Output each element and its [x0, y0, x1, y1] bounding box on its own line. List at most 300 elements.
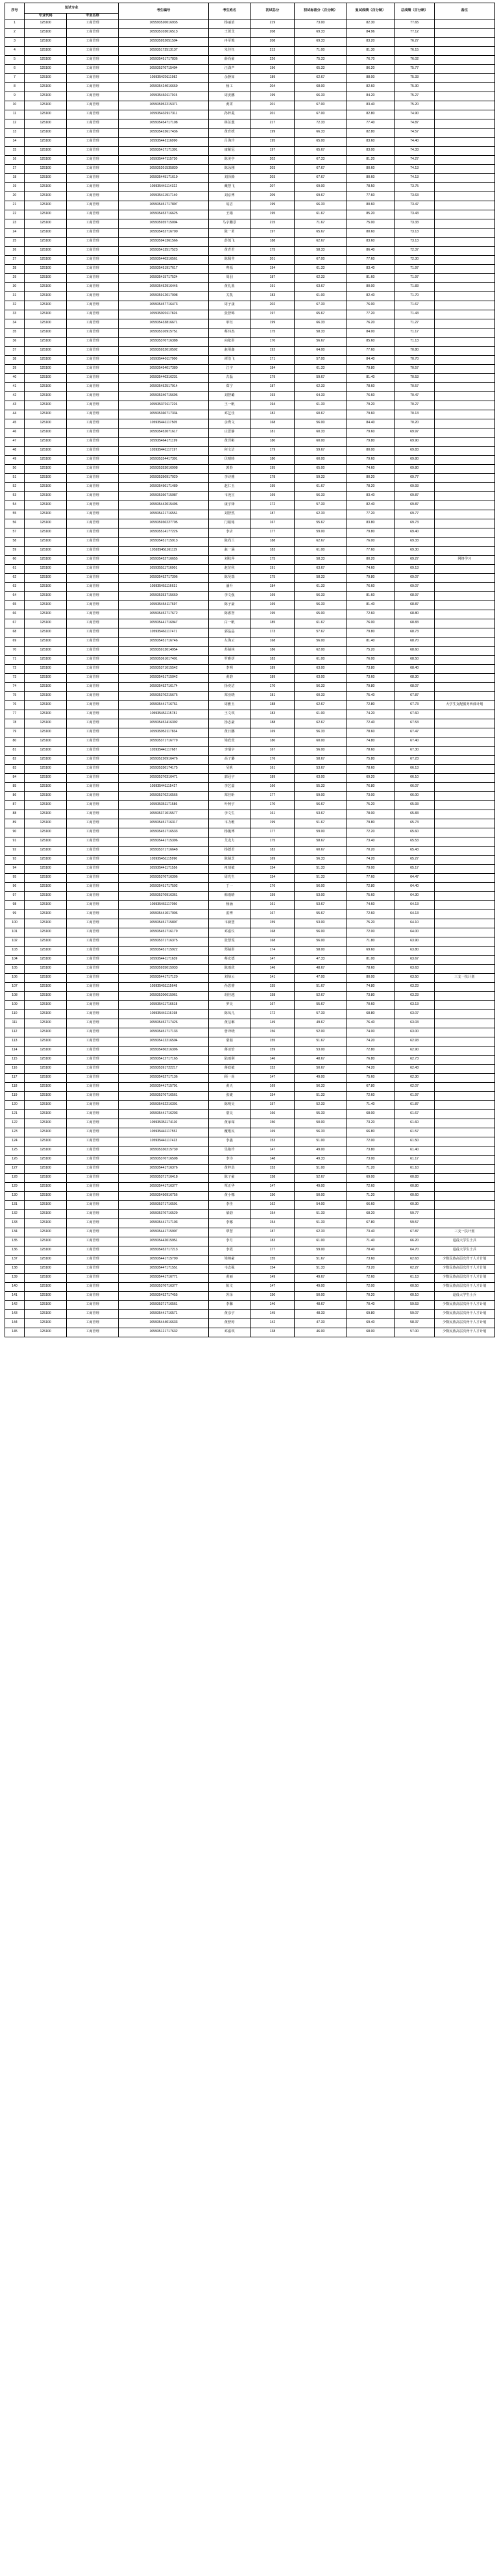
cell-candidate-name: 陈子豪: [208, 1173, 250, 1182]
cell-initial-total: 186: [250, 646, 295, 655]
cell-exam-number: 105935330215739: [119, 1146, 209, 1155]
cell-final-score: 70.47: [395, 391, 435, 401]
cell-retest-score: 78.60: [347, 382, 395, 391]
cell-major-name: 工商管理: [67, 1209, 119, 1219]
cell-remark: [434, 64, 494, 73]
cell-remark: [434, 910, 494, 919]
cell-initial-standard: 65.00: [295, 610, 347, 619]
cell-major-code: 125100: [25, 1155, 67, 1164]
cell-retest-score: 66.80: [347, 1128, 395, 1137]
cell-major-code: 125100: [25, 491, 67, 501]
cell-candidate-name: 汪潇声: [208, 64, 250, 73]
cell-remark: [434, 828, 494, 837]
table-row: [5, 646, 494, 655]
cell-exam-number: 105935452716700: [119, 228, 209, 237]
cell-remark: 网络学习: [434, 555, 494, 564]
cell-remark: [434, 1091, 494, 1100]
cell-exam-number: 105935350917020: [119, 473, 209, 482]
cell-seq: 93: [5, 855, 25, 864]
cell-seq: 101: [5, 928, 25, 937]
table-row: [5, 791, 494, 800]
cell-remark: [434, 310, 494, 319]
cell-candidate-name: 韦新慧: [208, 919, 250, 928]
table-row: [5, 555, 494, 564]
cell-major-name: 工商管理: [67, 855, 119, 864]
cell-final-score: 71.17: [395, 328, 435, 337]
cell-exam-number: 105935451717502: [119, 882, 209, 891]
cell-major-name: 工商管理: [67, 791, 119, 800]
table-row: [5, 1309, 494, 1319]
cell-major-name: 工商管理: [67, 301, 119, 310]
cell-exam-number: 105935441117687: [119, 746, 209, 755]
cell-initial-total: 154: [250, 1209, 295, 1219]
cell-retest-score: 75.60: [347, 1073, 395, 1082]
cell-seq: 65: [5, 601, 25, 610]
cell-initial-total: 168: [250, 937, 295, 946]
cell-seq: 76: [5, 700, 25, 710]
cell-initial-standard: 62.67: [295, 537, 347, 546]
cell-remark: [434, 928, 494, 937]
cell-initial-total: 184: [250, 582, 295, 591]
cell-seq: 57: [5, 528, 25, 537]
cell-remark: [434, 519, 494, 528]
cell-remark: [434, 637, 494, 646]
cell-final-score: 64.13: [395, 910, 435, 919]
cell-candidate-name: 郑婧彤: [208, 946, 250, 955]
cell-major-code: 125100: [25, 601, 67, 610]
cell-seq: 115: [5, 1055, 25, 1064]
cell-seq: 20: [5, 192, 25, 201]
cell-final-score: 69.07: [395, 573, 435, 582]
cell-initial-standard: 51.33: [295, 1264, 347, 1273]
cell-initial-total: 185: [250, 619, 295, 628]
cell-major-name: 工商管理: [67, 1219, 119, 1228]
cell-initial-total: 147: [250, 1282, 295, 1291]
cell-seq: 75: [5, 691, 25, 700]
table-row: [5, 1019, 494, 1028]
table-row: [5, 673, 494, 682]
cell-seq: 92: [5, 846, 25, 855]
cell-major-code: 125100: [25, 782, 67, 791]
cell-initial-standard: 50.00: [295, 1119, 347, 1128]
cell-major-name: 工商管理: [67, 382, 119, 391]
cell-final-score: 77.12: [395, 28, 435, 37]
cell-final-score: 62.07: [395, 1082, 435, 1091]
cell-major-name: 工商管理: [67, 710, 119, 719]
cell-major-name: 工商管理: [67, 219, 119, 228]
cell-major-code: 125100: [25, 882, 67, 891]
cell-seq: 141: [5, 1291, 25, 1300]
cell-retest-score: 70.40: [347, 1246, 395, 1255]
table-row: [5, 937, 494, 946]
cell-major-name: 工商管理: [67, 1019, 119, 1028]
cell-seq: 6: [5, 64, 25, 73]
cell-remark: [434, 455, 494, 464]
cell-retest-score: 74.00: [347, 1028, 395, 1037]
cell-major-code: 125100: [25, 1073, 67, 1082]
cell-remark: [434, 537, 494, 546]
table-row: [5, 455, 494, 464]
cell-remark: 退役大学生士兵: [434, 1237, 494, 1246]
cell-major-code: 125100: [25, 1164, 67, 1173]
cell-major-code: 125100: [25, 1255, 67, 1264]
cell-final-score: 69.73: [395, 519, 435, 528]
cell-initial-total: 187: [250, 510, 295, 519]
cell-remark: [434, 755, 494, 764]
cell-initial-standard: 62.67: [295, 700, 347, 710]
cell-major-name: 工商管理: [67, 64, 119, 73]
cell-major-name: 工商管理: [67, 401, 119, 410]
table-row: [5, 219, 494, 228]
cell-retest-score: 79.80: [347, 437, 395, 446]
cell-major-code: 125100: [25, 800, 67, 810]
cell-candidate-name: 艾龙力: [208, 837, 250, 846]
cell-remark: [434, 964, 494, 973]
header-seq: 序号: [5, 3, 25, 19]
cell-final-score: 73.75: [395, 182, 435, 192]
cell-initial-standard: 53.00: [295, 891, 347, 900]
cell-remark: [434, 1082, 494, 1091]
cell-major-code: 125100: [25, 264, 67, 273]
cell-final-score: 75.33: [395, 73, 435, 82]
cell-candidate-name: 刘恭云: [208, 973, 250, 982]
cell-exam-number: 105935451716179: [119, 928, 209, 937]
cell-candidate-name: 蒙昊: [208, 1109, 250, 1119]
cell-initial-standard: 61.33: [295, 401, 347, 410]
cell-initial-standard: 65.00: [295, 137, 347, 146]
cell-initial-total: 173: [250, 628, 295, 637]
cell-major-name: 工商管理: [67, 1309, 119, 1319]
cell-retest-score: 72.00: [347, 1137, 395, 1146]
cell-major-name: 工商管理: [67, 1119, 119, 1128]
cell-initial-standard: 49.33: [295, 1155, 347, 1164]
table-row: [5, 73, 494, 82]
cell-major-name: 工商管理: [67, 410, 119, 419]
cell-candidate-name: 周安鹏: [208, 92, 250, 101]
cell-candidate-name: 梁欣萱: [208, 737, 250, 746]
cell-seq: 26: [5, 246, 25, 255]
cell-initial-standard: 62.00: [295, 646, 347, 655]
cell-major-name: 工商管理: [67, 673, 119, 682]
cell-major-code: 125100: [25, 519, 67, 528]
cell-final-score: 60.83: [395, 1173, 435, 1182]
cell-major-name: 工商管理: [67, 291, 119, 301]
cell-major-code: 125100: [25, 182, 67, 192]
table-row: [5, 1328, 494, 1337]
cell-remark: 三支一扶计划: [434, 1228, 494, 1237]
cell-final-score: 61.97: [395, 1091, 435, 1100]
cell-retest-score: 83.40: [347, 264, 395, 273]
cell-major-code: 125100: [25, 192, 67, 201]
header-remark: 备注: [434, 3, 494, 19]
cell-initial-total: 168: [250, 928, 295, 937]
cell-initial-total: 169: [250, 601, 295, 610]
cell-remark: [434, 1073, 494, 1082]
cell-candidate-name: 刘智璐: [208, 391, 250, 401]
table-body: [5, 19, 494, 1337]
cell-major-code: 125100: [25, 682, 67, 691]
cell-initial-standard: 62.33: [295, 1228, 347, 1237]
cell-candidate-name: 赵一涵: [208, 546, 250, 555]
cell-seq: 113: [5, 1037, 25, 1046]
cell-retest-score: 78.00: [347, 810, 395, 819]
cell-retest-score: 83.00: [347, 146, 395, 155]
table-row: [5, 991, 494, 1000]
cell-major-code: 125100: [25, 410, 67, 419]
cell-candidate-name: 蔡玮杰: [208, 328, 250, 337]
cell-retest-score: 74.80: [347, 982, 395, 991]
cell-candidate-name: 彭凯飞: [208, 237, 250, 246]
cell-initial-standard: 56.33: [295, 728, 347, 737]
cell-initial-total: 155: [250, 1037, 295, 1046]
table-row: [5, 310, 494, 319]
cell-remark: [434, 37, 494, 46]
cell-initial-total: 188: [250, 719, 295, 728]
cell-exam-number: 105935360717334: [119, 410, 209, 419]
cell-candidate-name: 苏婧林: [208, 646, 250, 655]
cell-candidate-name: 王楊: [208, 210, 250, 219]
cell-retest-score: 69.20: [347, 773, 395, 782]
table-row: [5, 773, 494, 782]
cell-initial-standard: 65.67: [295, 310, 347, 319]
cell-remark: [434, 1146, 494, 1155]
cell-exam-number: 105935441117197: [119, 446, 209, 455]
cell-seq: 73: [5, 673, 25, 682]
cell-candidate-name: 黄韵: [208, 673, 250, 682]
cell-seq: 136: [5, 1246, 25, 1255]
cell-initial-total: 169: [250, 1082, 295, 1091]
cell-final-score: 61.40: [395, 1146, 435, 1155]
cell-retest-score: 72.80: [347, 882, 395, 891]
cell-final-score: 64.70: [395, 1246, 435, 1255]
cell-candidate-name: 刘京博: [208, 192, 250, 201]
table-row: [5, 1091, 494, 1100]
cell-initial-total: 166: [250, 1109, 295, 1119]
cell-initial-standard: 60.00: [295, 437, 347, 446]
table-row: [5, 982, 494, 991]
cell-retest-score: 72.60: [347, 610, 395, 619]
cell-major-code: 125100: [25, 510, 67, 519]
cell-retest-score: 73.00: [347, 1155, 395, 1164]
table-row: [5, 864, 494, 873]
cell-final-score: 75.20: [395, 101, 435, 110]
cell-candidate-name: 单钰: [208, 319, 250, 328]
cell-remark: [434, 900, 494, 910]
table-row: [5, 482, 494, 491]
cell-major-name: 工商管理: [67, 837, 119, 846]
cell-major-code: 125100: [25, 1009, 67, 1019]
cell-initial-total: 150: [250, 1191, 295, 1200]
cell-candidate-name: 张婕: [208, 1091, 250, 1100]
cell-candidate-name: 余秀文: [208, 419, 250, 428]
cell-major-code: 125100: [25, 664, 67, 673]
cell-seq: 1: [5, 19, 25, 28]
cell-seq: 58: [5, 537, 25, 546]
cell-retest-score: 77.60: [347, 546, 395, 555]
cell-seq: 37: [5, 346, 25, 355]
cell-seq: 10: [5, 101, 25, 110]
cell-initial-total: 168: [250, 637, 295, 646]
cell-exam-number: 105935451715042: [119, 673, 209, 682]
cell-retest-score: 85.20: [347, 210, 395, 219]
cell-remark: [434, 582, 494, 591]
cell-initial-total: 169: [250, 491, 295, 501]
cell-seq: 127: [5, 1164, 25, 1173]
cell-major-code: 125100: [25, 119, 67, 128]
cell-exam-number: 105935412216504: [119, 1037, 209, 1046]
cell-initial-total: 147: [250, 955, 295, 964]
cell-retest-score: 68.00: [347, 1109, 395, 1119]
cell-initial-total: 197: [250, 310, 295, 319]
cell-remark: [434, 1019, 494, 1028]
cell-major-name: 工商管理: [67, 373, 119, 382]
cell-major-code: 125100: [25, 900, 67, 910]
cell-seq: 41: [5, 382, 25, 391]
cell-initial-standard: 62.33: [295, 382, 347, 391]
cell-exam-number: 105935370715494: [119, 64, 209, 73]
cell-major-name: 工商管理: [67, 1300, 119, 1309]
cell-exam-number: 105935440117000: [119, 355, 209, 364]
cell-remark: [434, 819, 494, 828]
cell-initial-standard: 60.33: [295, 691, 347, 700]
cell-exam-number: 105935952215371: [119, 101, 209, 110]
cell-candidate-name: 门铭铭: [208, 519, 250, 528]
cell-seq: 142: [5, 1300, 25, 1309]
cell-retest-score: 80.00: [347, 973, 395, 982]
cell-seq: 33: [5, 310, 25, 319]
table-row: [5, 1237, 494, 1246]
cell-final-score: 73.63: [395, 192, 435, 201]
cell-remark: [434, 501, 494, 510]
cell-exam-number: 105935353715660: [119, 591, 209, 601]
cell-remark: [434, 473, 494, 482]
cell-candidate-name: 王文琪: [208, 710, 250, 719]
cell-major-code: 125100: [25, 501, 67, 510]
table-row: [5, 228, 494, 237]
cell-major-name: 工商管理: [67, 1273, 119, 1282]
cell-initial-total: 182: [250, 410, 295, 419]
cell-exam-number: 105935423617436: [119, 128, 209, 137]
cell-candidate-name: 扬奕洁: [208, 682, 250, 691]
cell-seq: 12: [5, 119, 25, 128]
table-row: [5, 37, 494, 46]
cell-candidate-name: 陈佩莹: [208, 255, 250, 264]
cell-seq: 39: [5, 364, 25, 373]
cell-candidate-name: 李鑫: [208, 1137, 250, 1146]
cell-retest-score: 76.00: [347, 655, 395, 664]
cell-remark: [434, 728, 494, 737]
cell-exam-number: 105935454017380: [119, 364, 209, 373]
cell-major-code: 125100: [25, 1219, 67, 1228]
cell-seq: 138: [5, 1264, 25, 1273]
cell-candidate-name: 邓艺佳: [208, 410, 250, 419]
cell-exam-number: 105935441114322: [119, 182, 209, 192]
cell-seq: 71: [5, 655, 25, 664]
cell-seq: 105: [5, 964, 25, 973]
cell-major-name: 工商管理: [67, 119, 119, 128]
cell-candidate-name: 黄丽: [208, 1273, 250, 1282]
table-row: [5, 682, 494, 691]
cell-exam-number: 105935913014954: [119, 646, 209, 655]
table-row: [5, 201, 494, 210]
cell-seq: 56: [5, 519, 25, 528]
cell-final-score: 65.27: [395, 855, 435, 864]
cell-final-score: 63.67: [395, 955, 435, 964]
cell-initial-standard: 63.67: [295, 282, 347, 291]
table-row: [5, 1055, 494, 1064]
cell-major-code: 125100: [25, 1000, 67, 1009]
cell-major-code: 125100: [25, 555, 67, 564]
cell-candidate-name: 陆雨荆: [208, 1055, 250, 1064]
cell-initial-standard: 58.67: [295, 837, 347, 846]
cell-seq: 51: [5, 473, 25, 482]
cell-initial-standard: 67.00: [295, 110, 347, 119]
cell-seq: 119: [5, 1091, 25, 1100]
cell-final-score: 71.83: [395, 282, 435, 291]
cell-initial-total: 154: [250, 873, 295, 882]
cell-initial-total: 146: [250, 1300, 295, 1309]
cell-major-name: 工商管理: [67, 1046, 119, 1055]
cell-initial-total: 180: [250, 455, 295, 464]
cell-final-score: 68.40: [395, 664, 435, 673]
cell-remark: [434, 391, 494, 401]
cell-major-code: 125100: [25, 910, 67, 919]
cell-major-name: 工商管理: [67, 46, 119, 55]
cell-remark: [434, 510, 494, 519]
cell-candidate-name: 陈昊瑞: [208, 573, 250, 582]
cell-major-name: 工商管理: [67, 110, 119, 119]
cell-initial-standard: 61.00: [295, 291, 347, 301]
cell-candidate-name: 黄霄: [208, 101, 250, 110]
cell-initial-total: 199: [250, 819, 295, 828]
cell-initial-standard: 48.67: [295, 1055, 347, 1064]
cell-initial-total: 202: [250, 301, 295, 310]
cell-major-code: 125100: [25, 828, 67, 837]
cell-major-code: 125100: [25, 719, 67, 728]
cell-initial-standard: 56.33: [295, 1082, 347, 1091]
cell-retest-score: 78.60: [347, 964, 395, 973]
table-row: [5, 1119, 494, 1128]
cell-major-name: 工商管理: [67, 1200, 119, 1209]
cell-candidate-name: 左海云: [208, 637, 250, 646]
cell-final-score: 61.57: [395, 1128, 435, 1137]
cell-exam-number: 105935441117423: [119, 1137, 209, 1146]
cell-initial-standard: 67.33: [295, 301, 347, 310]
cell-seq: 137: [5, 1255, 25, 1264]
cell-seq: 144: [5, 1319, 25, 1328]
cell-initial-total: 208: [250, 28, 295, 37]
cell-initial-total: 146: [250, 964, 295, 973]
cell-seq: 42: [5, 391, 25, 401]
cell-exam-number: 105935371015542: [119, 664, 209, 673]
cell-retest-score: 74.20: [347, 855, 395, 864]
cell-retest-score: 88.00: [347, 73, 395, 82]
cell-initial-total: 170: [250, 682, 295, 691]
cell-initial-standard: 51.00: [295, 1164, 347, 1173]
cell-major-name: 工商管理: [67, 264, 119, 273]
table-row: [5, 573, 494, 582]
cell-initial-standard: 58.00: [295, 946, 347, 955]
cell-retest-score: 68.20: [347, 1209, 395, 1219]
cell-major-code: 125100: [25, 1119, 67, 1128]
cell-major-code: 125100: [25, 891, 67, 900]
cell-retest-score: 80.60: [347, 201, 395, 210]
cell-major-name: 工商管理: [67, 1073, 119, 1082]
cell-exam-number: 105935452517914: [119, 382, 209, 391]
cell-seq: 13: [5, 128, 25, 137]
cell-retest-score: 75.20: [347, 646, 395, 655]
cell-remark: [434, 610, 494, 619]
